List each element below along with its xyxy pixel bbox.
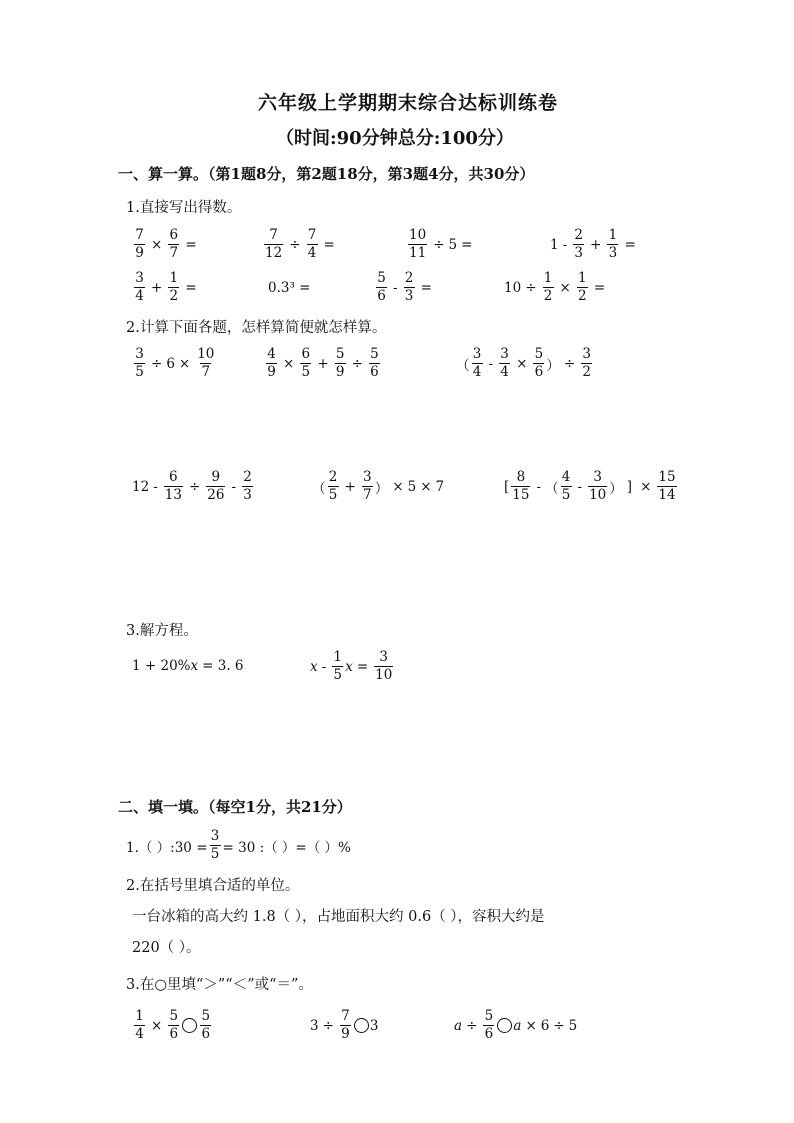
fraction: $\frac{7}{9}$ [135, 227, 144, 261]
fraction: $\frac{1}{5}$ [333, 649, 342, 683]
expr-9: $\frac{3}{5}$ ÷ 6 × $\frac{10}{7}$ [135, 346, 215, 380]
fraction: $\frac{3}{4}$ [472, 346, 482, 380]
fraction: $\frac{3}{2}$ [582, 346, 591, 380]
fraction: $\frac{1}{2}$ [578, 270, 587, 304]
fraction: $\frac{3}{10}$ [589, 469, 607, 503]
fraction: $\frac{4}{5}$ [561, 469, 571, 503]
expr-8: 10 ÷ $\frac{1}{2}$ × $\frac{1}{2}$ = [504, 270, 606, 304]
fraction: $\frac{5}{6}$ [484, 1008, 494, 1042]
expr-11: （ $\frac{3}{4}$ - $\frac{3}{4}$ × $\frac{5}{6}$ ） ÷ $\frac{3}{2}$ [456, 346, 591, 380]
fraction: $\frac{5}{6}$ [201, 1008, 211, 1042]
question-2-2-line1: 一台冰箱的高大约 1.8（ ），占地面积大约 0.6（ ），容积大约是 [132, 909, 545, 925]
fraction: $\frac{3}{5}$ [135, 346, 144, 380]
expr-1: $\frac{7}{9}$ × $\frac{6}{7}$ = [135, 227, 197, 261]
section1-heading: 一、算一算。（第1题8分，第2题18分，第3题4分，共30分） [118, 165, 535, 183]
fraction: $\frac{3}{5}$ [210, 828, 220, 862]
expr-6: 0.3³ = [268, 280, 311, 296]
fraction: $\frac{2}{3}$ [574, 227, 583, 261]
fraction: $\frac{3}{4}$ [500, 346, 509, 380]
fraction: $\frac{5}{6}$ [377, 270, 386, 304]
fraction: $\frac{6}{13}$ [164, 469, 182, 503]
fraction: $\frac{6}{5}$ [301, 346, 311, 380]
equation-2: x - $\frac{1}{5}$ x = $\frac{3}{10}$ [310, 649, 393, 683]
expr-7: $\frac{5}{6}$ - $\frac{2}{3}$ = [377, 270, 432, 304]
question-1-3: 3.解方程。 [126, 623, 198, 639]
fraction: $\frac{15}{14}$ [658, 469, 676, 503]
fraction: $\frac{4}{9}$ [267, 346, 276, 380]
fraction: $\frac{5}{6}$ [169, 1008, 179, 1042]
fraction: $\frac{7}{9}$ [341, 1008, 350, 1042]
fraction: $\frac{3}{4}$ [135, 270, 144, 304]
compare-1: $\frac{1}{4}$ × $\frac{5}{6}$ $\frac{5}{6}$ [135, 1008, 211, 1042]
fraction: $\frac{10}{11}$ [409, 227, 427, 261]
fraction: $\frac{7}{12}$ [265, 227, 283, 261]
fraction: $\frac{5}{6}$ [534, 346, 544, 380]
expr-4: 1 - $\frac{2}{3}$ + $\frac{1}{3}$ = [550, 227, 636, 261]
compare-circle[interactable] [354, 1018, 369, 1033]
fraction: $\frac{2}{3}$ [243, 469, 252, 503]
fraction: $\frac{6}{7}$ [169, 227, 179, 261]
expr-12: 12 - $\frac{6}{13}$ ÷ $\frac{9}{26}$ - $\frac{2}{3}$ [132, 469, 252, 503]
fraction: $\frac{1}{4}$ [135, 1008, 144, 1042]
compare-circle[interactable] [182, 1018, 197, 1033]
fraction: $\frac{3}{10}$ [375, 649, 393, 683]
question-2-2: 2.在括号里填合适的单位。 [126, 878, 300, 894]
fraction: $\frac{5}{9}$ [335, 346, 345, 380]
equation-1: 1 + 20% x = 3. 6 [132, 658, 244, 674]
fraction: $\frac{8}{15}$ [512, 469, 530, 503]
fraction: $\frac{1}{3}$ [608, 227, 618, 261]
expr-2: $\frac{7}{12}$ ÷ $\frac{7}{4}$ = [265, 227, 335, 261]
question-1-2: 2.计算下面各题，怎样算简便就怎样算。 [126, 320, 387, 336]
fraction: $\frac{2}{5}$ [328, 469, 338, 503]
fraction: $\frac{7}{4}$ [307, 227, 317, 261]
page-subtitle: （时间:90分钟总分:100分） [276, 128, 514, 149]
compare-3: a ÷ $\frac{5}{6}$ a × 6 ÷ 5 [454, 1008, 578, 1042]
fraction: $\frac{5}{6}$ [370, 346, 379, 380]
compare-circle[interactable] [497, 1018, 512, 1033]
question-2-3: 3.在○里填“＞”“＜”或“＝”。 [126, 977, 313, 993]
fraction: $\frac{3}{7}$ [363, 469, 372, 503]
fraction: $\frac{1}{2}$ [169, 270, 179, 304]
fraction: $\frac{1}{2}$ [543, 270, 553, 304]
expr-5: $\frac{3}{4}$ + $\frac{1}{2}$ = [135, 270, 197, 304]
compare-2: 3 ÷ $\frac{7}{9}$ 3 [310, 1008, 379, 1042]
question-2-1: 1.（ ）:30 = $\frac{3}{5}$ = 30 :（ ）=（ ）% [126, 828, 351, 862]
expr-10: $\frac{4}{9}$ × $\frac{6}{5}$ + $\frac{5}{9}$ ÷ $\frac{5}{6}$ [267, 346, 379, 380]
section2-heading: 二、填一填。（每空1分，共21分） [118, 798, 352, 816]
fraction: $\frac{10}{7}$ [197, 346, 215, 380]
expr-14: [ $\frac{8}{15}$ - （ $\frac{4}{5}$ - $\frac{3}{10}$ ） ] × $\frac{15}{14}$ [504, 469, 676, 503]
question-1-1: 1.直接写出得数。 [126, 200, 242, 216]
expr-3: $\frac{10}{11}$ ÷ 5 = [409, 227, 473, 261]
fraction: $\frac{2}{3}$ [404, 270, 414, 304]
page-title: 六年级上学期期末综合达标训练卷 [258, 92, 559, 114]
expr-13: （ $\frac{2}{5}$ + $\frac{3}{7}$ ） × 5 × 7 [312, 469, 445, 503]
fraction: $\frac{9}{26}$ [207, 469, 225, 503]
question-2-2-line2: 220（ ）。 [132, 940, 201, 956]
